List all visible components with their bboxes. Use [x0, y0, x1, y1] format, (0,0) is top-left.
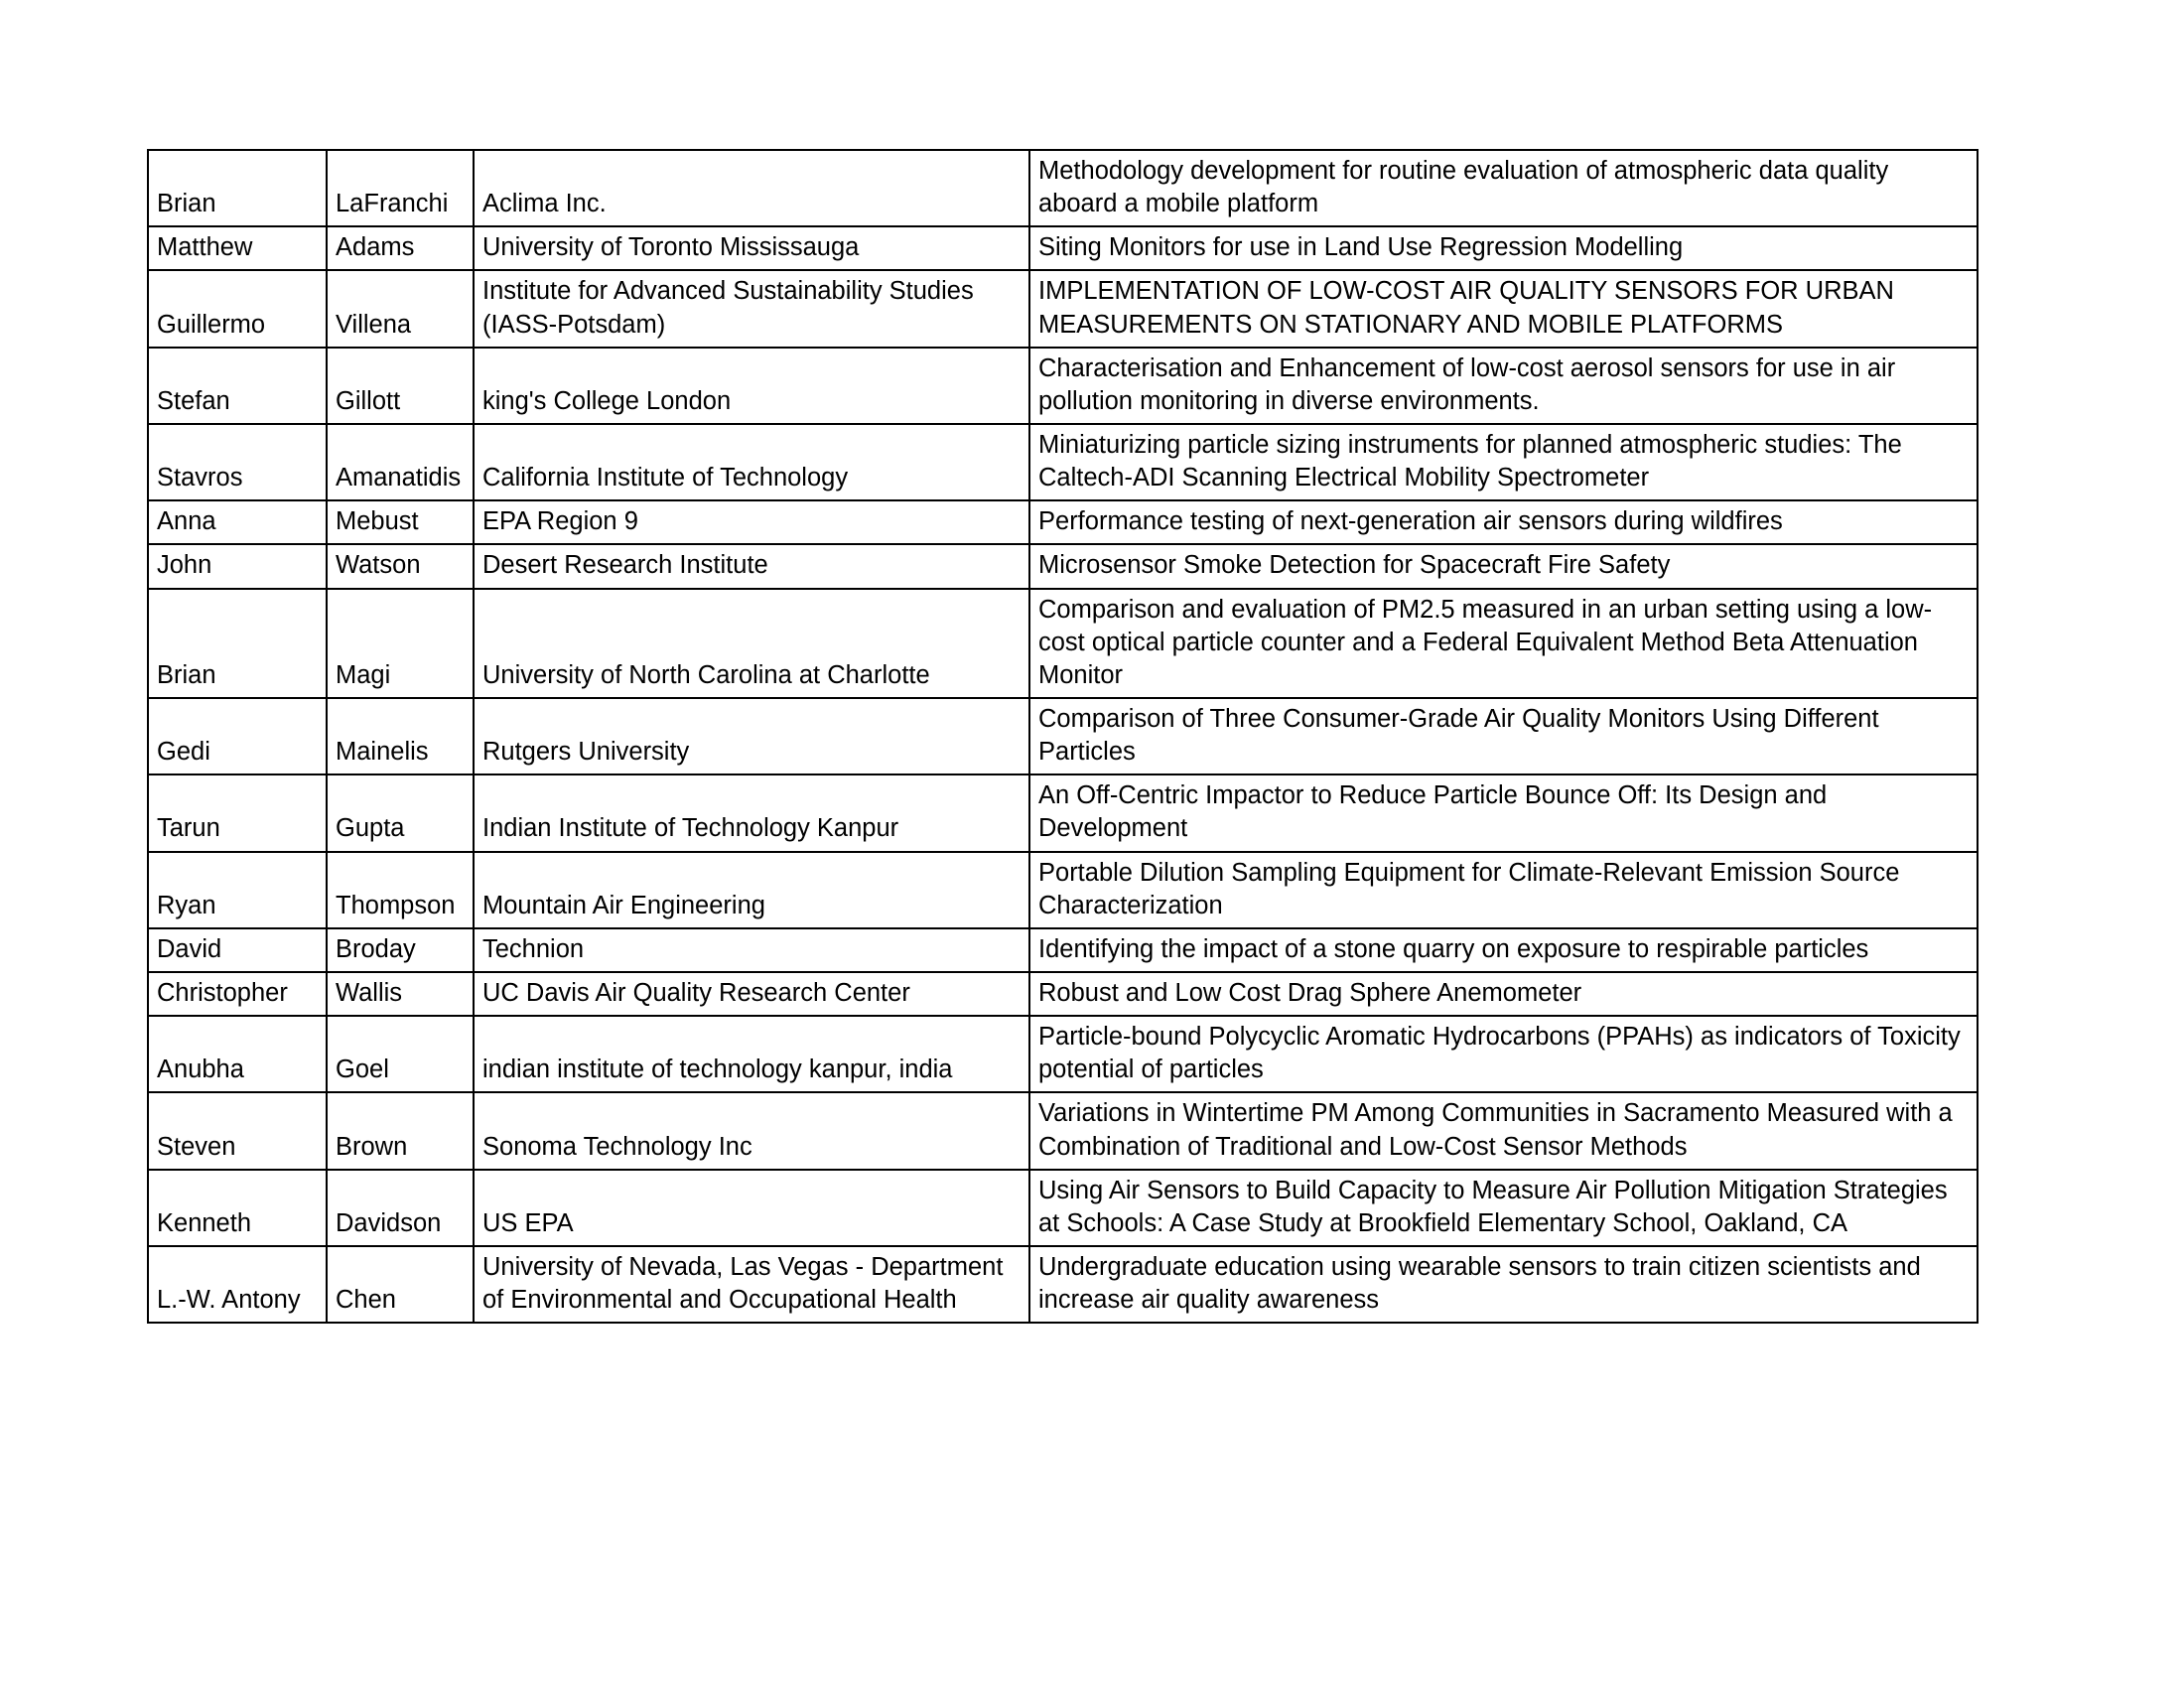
cell-first-name: Guillermo	[148, 270, 327, 347]
table-row	[148, 774, 1978, 851]
roster-table	[147, 149, 1979, 1324]
cell-organization: UC Davis Air Quality Research Center	[474, 972, 1029, 1016]
table-row	[148, 424, 1978, 500]
table-row	[148, 1170, 1978, 1246]
cell-title: An Off-Centric Impactor to Reduce Particle Bounce Off: Its Design and Development	[1029, 774, 1978, 851]
cell-last-name: Amanatidis	[327, 424, 474, 500]
cell-last-name: Watson	[327, 544, 474, 588]
cell-first-name: Anubha	[148, 1016, 327, 1092]
cell-title: Performance testing of next-generation air sensors during wildfires	[1029, 500, 1978, 544]
cell-last-name: Adams	[327, 226, 474, 270]
cell-last-name: Brown	[327, 1092, 474, 1169]
cell-organization: Sonoma Technology Inc	[474, 1092, 1029, 1169]
table-row	[148, 1016, 1978, 1092]
cell-title: Comparison of Three Consumer-Grade Air Quality Monitors Using Different Particles	[1029, 698, 1978, 774]
cell-first-name: Matthew	[148, 226, 327, 270]
cell-last-name: Wallis	[327, 972, 474, 1016]
cell-title: Variations in Wintertime PM Among Communities in Sacramento Measured with a Combination of Traditional and Low-Cost Sensor Methods	[1029, 1092, 1978, 1169]
table-row	[148, 1092, 1978, 1169]
cell-title: Robust and Low Cost Drag Sphere Anemometer	[1029, 972, 1978, 1016]
roster-table-body	[148, 150, 1978, 1323]
cell-organization: Desert Research Institute	[474, 544, 1029, 588]
table-row	[148, 226, 1978, 270]
cell-last-name: Thompson	[327, 852, 474, 928]
cell-first-name: David	[148, 928, 327, 972]
cell-organization: indian institute of technology kanpur, india	[474, 1016, 1029, 1092]
cell-title: Portable Dilution Sampling Equipment for Climate-Relevant Emission Source Characterization	[1029, 852, 1978, 928]
cell-first-name: Gedi	[148, 698, 327, 774]
cell-organization: Institute for Advanced Sustainability Studies (IASS-Potsdam)	[474, 270, 1029, 347]
cell-first-name: Brian	[148, 150, 327, 226]
table-row	[148, 698, 1978, 774]
cell-first-name: Anna	[148, 500, 327, 544]
cell-title: Characterisation and Enhancement of low-cost aerosol sensors for use in air pollution monitoring in diverse environments.	[1029, 348, 1978, 424]
cell-title: Identifying the impact of a stone quarry on exposure to respirable particles	[1029, 928, 1978, 972]
cell-first-name: John	[148, 544, 327, 588]
cell-organization: EPA Region 9	[474, 500, 1029, 544]
cell-last-name: Mebust	[327, 500, 474, 544]
cell-first-name: L.-W. Antony	[148, 1246, 327, 1323]
cell-title: Comparison and evaluation of PM2.5 measured in an urban setting using a low-cost optical particle counter and a Federal Equivalent Method Beta Attenuation Monitor	[1029, 589, 1978, 698]
cell-last-name: Gupta	[327, 774, 474, 851]
cell-first-name: Steven	[148, 1092, 327, 1169]
cell-first-name: Ryan	[148, 852, 327, 928]
cell-first-name: Brian	[148, 589, 327, 698]
cell-last-name: LaFranchi	[327, 150, 474, 226]
cell-organization: Technion	[474, 928, 1029, 972]
cell-title: Miniaturizing particle sizing instruments for planned atmospheric studies: The Caltech-ADI Scanning Electrical Mobility Spectrometer	[1029, 424, 1978, 500]
cell-title: Microsensor Smoke Detection for Spacecraft Fire Safety	[1029, 544, 1978, 588]
cell-organization: Mountain Air Engineering	[474, 852, 1029, 928]
cell-last-name: Gillott	[327, 348, 474, 424]
table-row	[148, 972, 1978, 1016]
cell-title: Using Air Sensors to Build Capacity to Measure Air Pollution Mitigation Strategies at Schools: A Case Study at Brookfield Elementary School, Oakland, CA	[1029, 1170, 1978, 1246]
table-row	[148, 348, 1978, 424]
table-row	[148, 1246, 1978, 1323]
cell-last-name: Mainelis	[327, 698, 474, 774]
table-row	[148, 150, 1978, 226]
cell-title: Siting Monitors for use in Land Use Regression Modelling	[1029, 226, 1978, 270]
cell-organization: Rutgers University	[474, 698, 1029, 774]
cell-organization: California Institute of Technology	[474, 424, 1029, 500]
cell-organization: University of Nevada, Las Vegas - Department of Environmental and Occupational Health	[474, 1246, 1029, 1323]
cell-last-name: Villena	[327, 270, 474, 347]
cell-last-name: Davidson	[327, 1170, 474, 1246]
table-row	[148, 500, 1978, 544]
cell-organization: Aclima Inc.	[474, 150, 1029, 226]
cell-first-name: Tarun	[148, 774, 327, 851]
cell-last-name: Goel	[327, 1016, 474, 1092]
table-row	[148, 544, 1978, 588]
cell-organization: University of Toronto Mississauga	[474, 226, 1029, 270]
cell-title: Methodology development for routine evaluation of atmospheric data quality aboard a mobile platform	[1029, 150, 1978, 226]
table-row	[148, 589, 1978, 698]
cell-first-name: Kenneth	[148, 1170, 327, 1246]
cell-organization: University of North Carolina at Charlotte	[474, 589, 1029, 698]
cell-last-name: Chen	[327, 1246, 474, 1323]
cell-first-name: Christopher	[148, 972, 327, 1016]
roster-table-container	[147, 149, 1977, 1324]
cell-last-name: Broday	[327, 928, 474, 972]
cell-organization: US EPA	[474, 1170, 1029, 1246]
cell-title: Undergraduate education using wearable sensors to train citizen scientists and increase air quality awareness	[1029, 1246, 1978, 1323]
cell-organization: Indian Institute of Technology Kanpur	[474, 774, 1029, 851]
cell-organization: king's College London	[474, 348, 1029, 424]
cell-first-name: Stavros	[148, 424, 327, 500]
cell-first-name: Stefan	[148, 348, 327, 424]
cell-last-name: Magi	[327, 589, 474, 698]
cell-title: Particle-bound Polycyclic Aromatic Hydrocarbons (PPAHs) as indicators of Toxicity potential of particles	[1029, 1016, 1978, 1092]
table-row	[148, 852, 1978, 928]
table-row	[148, 928, 1978, 972]
cell-title: IMPLEMENTATION OF LOW-COST AIR QUALITY SENSORS FOR URBAN MEASUREMENTS ON STATIONARY AND MOBILE PLATFORMS	[1029, 270, 1978, 347]
table-row	[148, 270, 1978, 347]
